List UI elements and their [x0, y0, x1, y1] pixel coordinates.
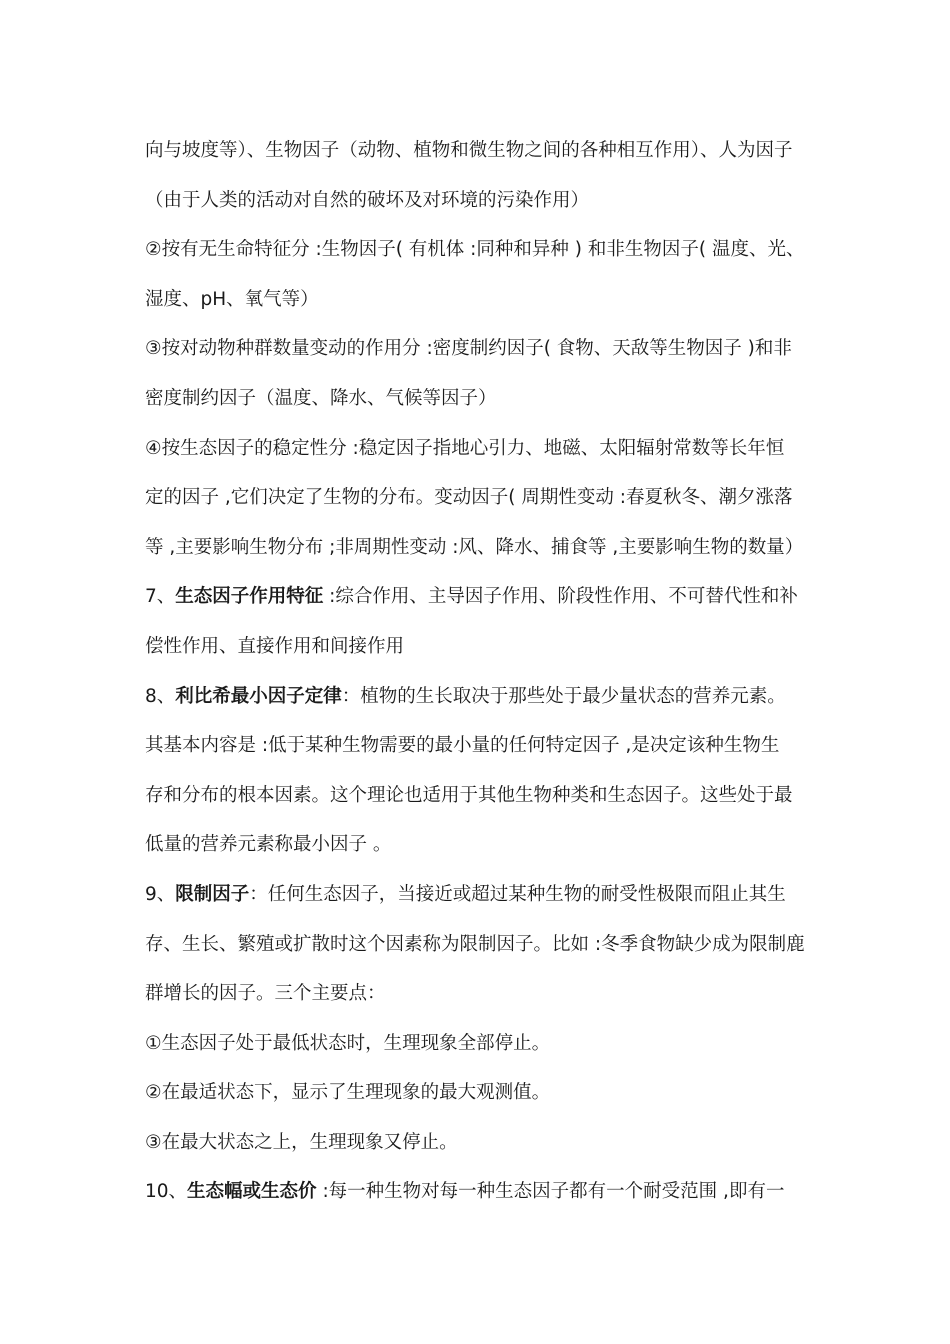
- text-line: [145, 1021, 813, 1071]
- text-line: [145, 822, 813, 872]
- text-line: [145, 624, 813, 674]
- text-segment: 存、生长、繁殖或扩散时这个因素称为限制因子。比如 :冬季食物缺少成为限制鹿: [145, 933, 805, 955]
- text-segment: 密度制约因子（温度、降水、气候等因子）: [145, 387, 497, 409]
- text-segment: 群增长的因子。三个主要点：: [145, 983, 386, 1005]
- text-segment: ：植物的生长取决于那些处于最少量状态的营养元素。: [341, 685, 786, 707]
- text-segment: ④按生态因子的稳定性分 :稳定因子指地心引力、地磁、太阳辐射常数等长年恒: [145, 437, 785, 459]
- term-heading: 利比希最小因子定律: [175, 685, 342, 707]
- text-line: [145, 1169, 813, 1219]
- text-line: [145, 723, 813, 773]
- text-line: [145, 277, 813, 327]
- text-segment: 等 ,主要影响生物分布 ;非周期性变动 :风、降水、捕食等 ,主要影响生物的数量）: [145, 536, 804, 558]
- text-line: [145, 326, 813, 376]
- text-segment: ：任何生态因子，当接近或超过某种生物的耐受性极限而阻止其生: [249, 883, 786, 905]
- text-segment: 9、: [145, 883, 176, 905]
- text-segment: （由于人类的活动对自然的破坏及对环境的污染作用）: [145, 189, 590, 211]
- term-heading: 生态幅或生态价: [187, 1181, 317, 1203]
- text-line: [145, 525, 813, 575]
- term-heading: 限制因子: [175, 883, 250, 905]
- text-line: [145, 1070, 813, 1120]
- text-segment: :综合作用、主导因子作用、阶段性作用、不可替代性和补: [323, 586, 798, 608]
- text-segment: :每一种生物对每一种生态因子都有一个耐受范围 ,即有一: [316, 1181, 785, 1203]
- text-segment: 7、: [145, 586, 176, 608]
- text-segment: ③在最大状态之上，生理现象又停止。: [145, 1131, 458, 1153]
- text-segment: 10、: [145, 1181, 188, 1203]
- text-line: [145, 922, 813, 972]
- text-line: [145, 376, 813, 426]
- text-line: [145, 674, 813, 724]
- text-segment: 存和分布的根本因素。这个理论也适用于其他生物种类和生态因子。这些处于最: [145, 784, 793, 806]
- text-segment: ③按对动物种群数量变动的作用分 :密度制约因子( 食物、天敌等生物因子 )和非: [145, 338, 792, 360]
- text-segment: ①生态因子处于最低状态时，生理现象全部停止。: [145, 1032, 551, 1054]
- text-line: [145, 574, 813, 624]
- text-line: [145, 971, 813, 1021]
- text-line: [145, 426, 813, 476]
- text-line: [145, 178, 813, 228]
- text-line: [145, 128, 813, 178]
- text-segment: 8、: [145, 685, 176, 707]
- text-segment: 偿性作用、直接作用和间接作用: [145, 635, 405, 657]
- text-line: [145, 475, 813, 525]
- term-heading: 生态因子作用特征: [175, 586, 324, 608]
- text-segment: 定的因子 ,它们决定了生物的分布。变动因子( 周期性变动 :春夏秋冬、潮夕涨落: [145, 487, 793, 509]
- text-segment: 湿度、pH、氧气等）: [145, 288, 319, 310]
- document-page: [145, 128, 813, 1219]
- text-segment: 低量的营养元素称最小因子 。: [145, 834, 392, 856]
- text-segment: ②按有无生命特征分 :生物因子( 有机体 :同种和异种 ) 和非生物因子( 温度、光、: [145, 239, 805, 261]
- text-line: [145, 773, 813, 823]
- text-line: [145, 227, 813, 277]
- text-line: [145, 872, 813, 922]
- text-segment: ②在最适状态下，显示了生理现象的最大观测值。: [145, 1082, 551, 1104]
- text-segment: 其基本内容是 :低于某种生物需要的最小量的任何特定因子 ,是决定该种生物生: [145, 735, 780, 757]
- text-line: [145, 1120, 813, 1170]
- text-segment: 向与坡度等）、生物因子（动物、植物和微生物之间的各种相互作用）、人为因子: [145, 140, 793, 161]
